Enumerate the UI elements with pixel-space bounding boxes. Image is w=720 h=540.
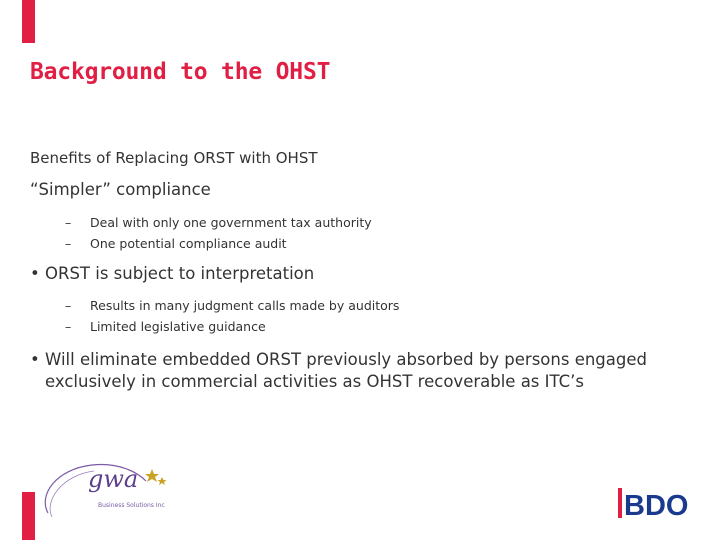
bdo-logo [618, 486, 700, 520]
dash-marker: – [65, 319, 72, 334]
sub-point-text: Deal with only one government tax authority [90, 215, 372, 230]
point-eliminate-embedded-orst [30, 349, 690, 393]
sub-point [65, 319, 266, 334]
section-heading: Benefits of Replacing ORST with OHST [30, 149, 318, 167]
sub-point [65, 215, 372, 230]
star-icon [145, 469, 167, 485]
bullet-marker: • [30, 264, 40, 283]
bdo-mark-text: BDO [624, 490, 689, 520]
point-simpler-compliance: “Simpler” compliance [30, 180, 211, 199]
slide-title: Background to the OHST [30, 59, 331, 85]
sub-point-text: One potential compliance audit [90, 236, 287, 251]
bdo-red-bar [618, 488, 622, 518]
accent-bar-bottom [22, 492, 35, 540]
sub-point-text: Results in many judgment calls made by auditors [90, 298, 400, 313]
dash-marker: – [65, 215, 72, 230]
sub-point [65, 298, 399, 313]
bullet-text: ORST is subject to interpretation [45, 264, 315, 283]
accent-bar-top [22, 0, 35, 43]
gwa-logo [42, 455, 192, 525]
gwa-mark-text: gwa [88, 465, 139, 493]
sub-point-text: Limited legislative guidance [90, 319, 266, 334]
bullet-text: Will eliminate embedded ORST previously absorbed by persons engaged exclusively in commercial activities as OHST recoverable as ITC’s [45, 350, 647, 391]
bullet-marker: • [30, 350, 40, 369]
dash-marker: – [65, 298, 72, 313]
point-interpretation [30, 264, 314, 283]
dash-marker: – [65, 236, 72, 251]
sub-point [65, 236, 287, 251]
gwa-tagline: Business Solutions Inc [98, 502, 165, 509]
